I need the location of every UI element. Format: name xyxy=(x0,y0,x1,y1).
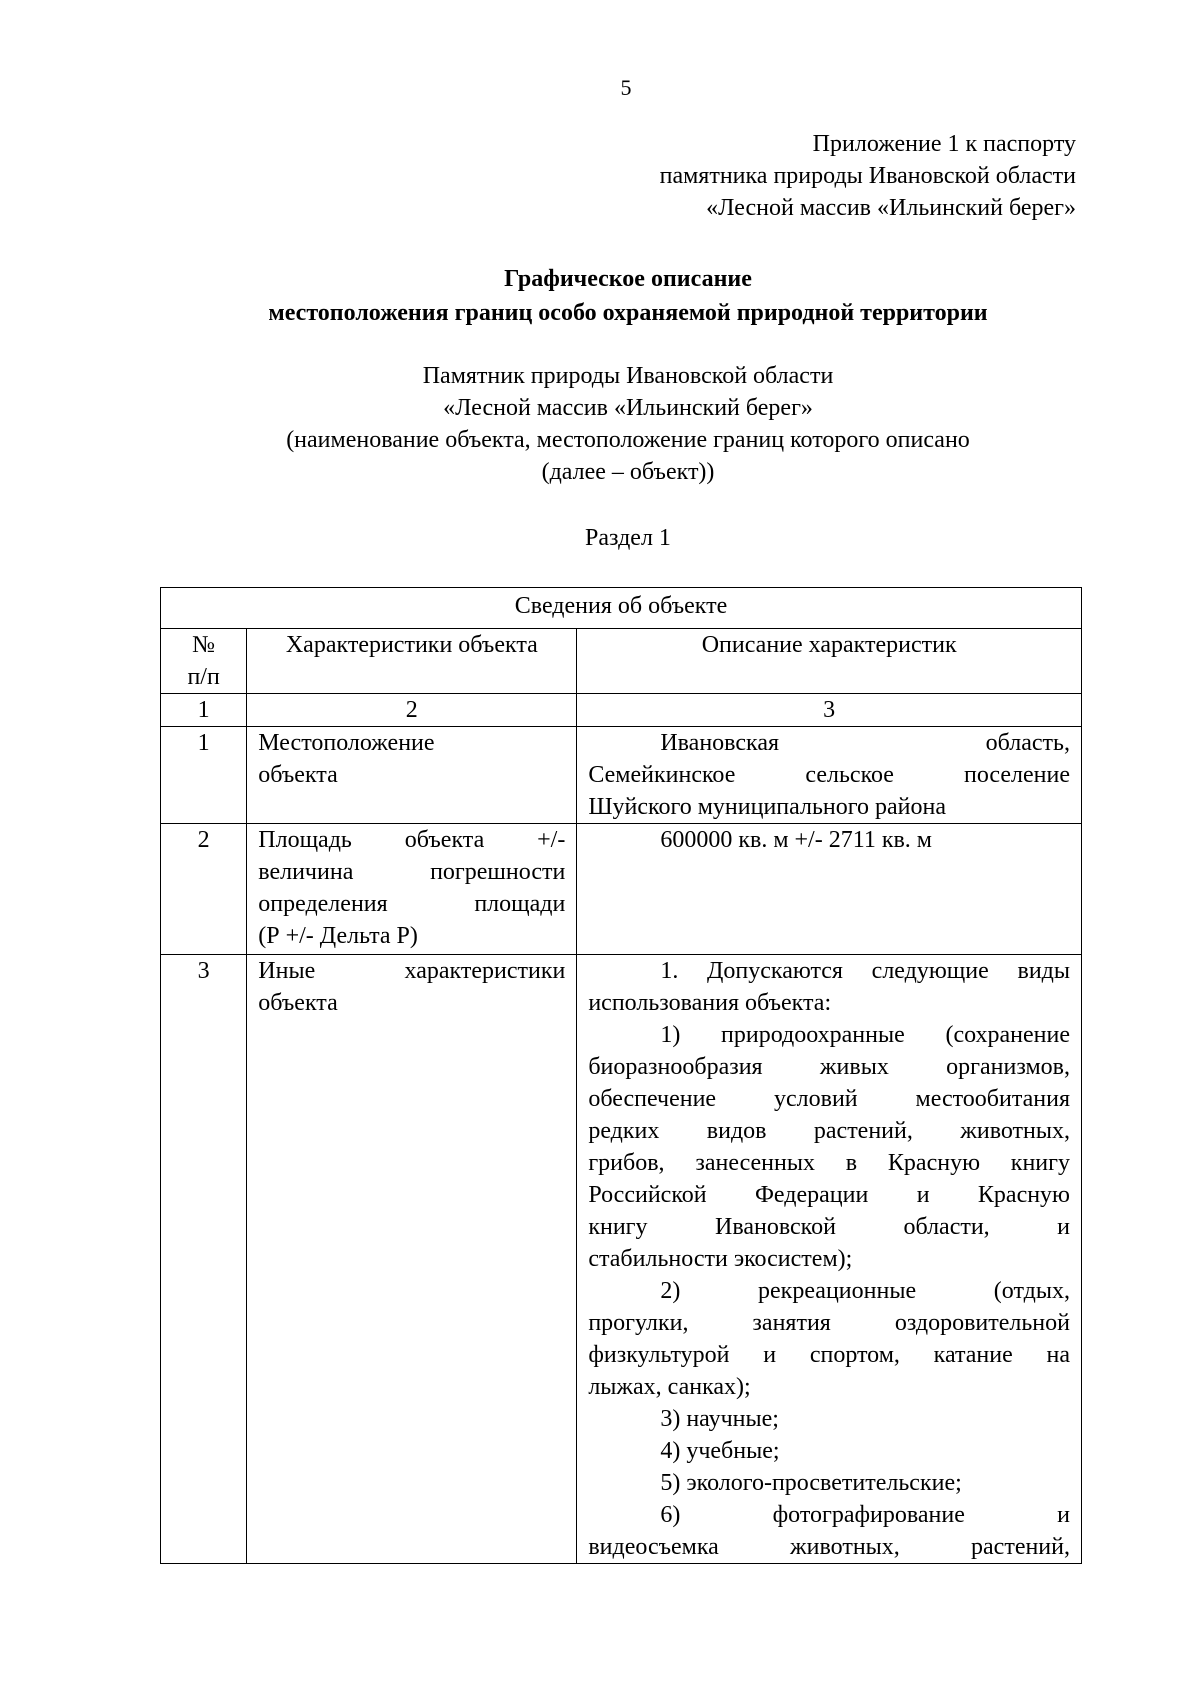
title-line: местоположения границ особо охраняемой природной территории xyxy=(268,300,988,326)
text-line: объекта xyxy=(258,762,338,788)
table-caption: Сведения об объекте xyxy=(161,588,1082,629)
header-number-line1: № xyxy=(192,632,216,658)
text-line: лыжах, санках); xyxy=(588,1374,751,1400)
section-label: Раздел 1 xyxy=(585,525,671,551)
row-characteristic xyxy=(247,824,577,955)
appendix-note xyxy=(660,128,1076,224)
row-number: 3 xyxy=(161,955,247,1564)
header-description: Описание характеристик xyxy=(577,629,1082,694)
text-line: величина погрешности xyxy=(258,859,566,885)
text-line: (Р +/- Дельта Р) xyxy=(258,923,418,949)
header-number xyxy=(161,629,247,694)
header-number-line2: п/п xyxy=(187,664,220,690)
column-number: 2 xyxy=(247,694,577,727)
page-number: 5 xyxy=(620,75,632,100)
column-number-row xyxy=(161,694,1082,727)
text-line: Российской Федерации и Красную xyxy=(588,1182,1070,1208)
text-line: грибов, занесенных в Красную книгу xyxy=(588,1150,1070,1176)
table-row xyxy=(161,824,1082,955)
text-line: Площадь объекта +/- xyxy=(258,827,566,853)
text-line: книгу Ивановской области, и xyxy=(588,1214,1070,1240)
object-name-block xyxy=(0,360,1200,488)
text-line: использования объекта: xyxy=(588,990,832,1016)
column-number: 1 xyxy=(161,694,247,727)
text-line: 600000 кв. м +/- 2711 кв. м xyxy=(660,827,932,853)
text-line: Ивановская область, xyxy=(660,730,1070,756)
column-number: 3 xyxy=(577,694,1082,727)
text-line: 6) фотографирование и xyxy=(660,1502,1070,1528)
object-info-table xyxy=(160,587,1082,1564)
text-line: биоразнообразия живых организмов, xyxy=(588,1054,1070,1080)
text-line: редких видов растений, животных, xyxy=(588,1118,1070,1144)
title-line: Графическое описание xyxy=(504,266,752,292)
text-line: стабильности экосистем); xyxy=(588,1246,853,1272)
text-line: Семейкинское сельское поселение xyxy=(588,762,1070,788)
text-line: видеосъемка животных, растений, xyxy=(588,1534,1070,1560)
row-number: 2 xyxy=(161,824,247,955)
text-line: определения площади xyxy=(258,891,566,917)
appendix-line: Приложение 1 к паспорту xyxy=(812,131,1076,157)
text-line: 5) эколого-просветительские; xyxy=(660,1470,962,1496)
row-number: 1 xyxy=(161,727,247,824)
row-description xyxy=(577,824,1082,955)
appendix-line: памятника природы Ивановской области xyxy=(659,163,1076,189)
text-line: Местоположение xyxy=(258,730,435,756)
text-line: 3) научные; xyxy=(660,1406,779,1432)
object-line: Памятник природы Ивановской области xyxy=(422,363,834,389)
object-line: (наименование объекта, местоположение границ которого описано xyxy=(286,427,970,453)
table-row xyxy=(161,955,1082,1564)
text-line: 1) природоохранные (сохранение xyxy=(660,1022,1070,1048)
table-row xyxy=(161,727,1082,824)
text-line: 4) учебные; xyxy=(660,1438,780,1464)
object-line: (далее – объект)) xyxy=(541,459,715,485)
row-characteristic xyxy=(247,955,577,1564)
object-line: «Лесной массив «Ильинский берег» xyxy=(443,395,813,421)
row-description xyxy=(577,727,1082,824)
text-line: обеспечение условий местообитания xyxy=(588,1086,1070,1112)
table-header-row xyxy=(161,629,1082,694)
header-characteristics: Характеристики объекта xyxy=(247,629,577,694)
appendix-line: «Лесной массив «Ильинский берег» xyxy=(706,195,1076,221)
text-line: Иные характеристики xyxy=(258,958,566,984)
text-line: объекта xyxy=(258,990,338,1016)
row-description xyxy=(577,955,1082,1564)
text-line: 2) рекреационные (отдых, xyxy=(660,1278,1070,1304)
text-line: Шуйского муниципального района xyxy=(588,794,946,820)
row-characteristic xyxy=(247,727,577,824)
text-line: прогулки, занятия оздоровительной xyxy=(588,1310,1070,1336)
document-title xyxy=(0,262,1200,330)
text-line: физкультурой и спортом, катание на xyxy=(588,1342,1070,1368)
text-line: 1. Допускаются следующие виды xyxy=(660,958,1070,984)
